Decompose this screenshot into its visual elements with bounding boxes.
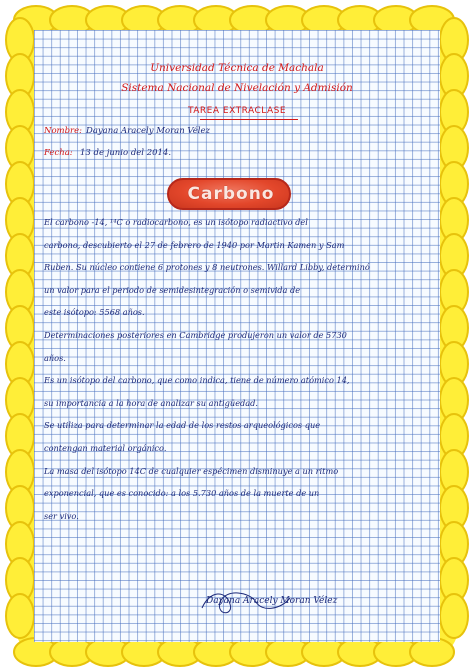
signature: Dayana Aracely Moran Vélez	[206, 596, 338, 606]
department-heading: Sistema Nacional de Nivelación y Admisión	[121, 82, 353, 94]
body-line: Determinaciones posteriores en Cambridge produjeron un valor de 5730	[44, 330, 347, 340]
date-value: 13 de junio del 2014.	[80, 148, 172, 158]
scallop-bump	[440, 594, 468, 638]
body-line: Se utiliza para determinar la edad de los restos arqueológicos que	[44, 420, 321, 431]
body-line: Ruben. Su núcleo contiene 6 protones y 8 neutrones. Willard Libby, determinó	[44, 262, 370, 273]
body-line: ser vivo.	[44, 510, 79, 521]
body-line: exponencial, que es conocido: a los 5.730 años de la muerte de un	[44, 488, 320, 499]
assignment-heading: TAREA EXTRACLASE	[187, 106, 287, 116]
body-line: contengan material orgánico.	[44, 443, 167, 453]
body-line: este isótopo: 5568 años.	[44, 307, 145, 318]
body-line: La masa del isótopo 14C de cualquier espécimen disminuye a un ritmo	[44, 465, 339, 476]
university-heading: Universidad Técnica de Machala	[150, 62, 324, 74]
assignment-underline	[200, 119, 298, 120]
date-label: Fecha:	[44, 148, 73, 158]
body-line: Es un isótopo del carbono, que como indica, tiene de número atómico 14,	[44, 375, 350, 386]
body-line: El carbono -14, ¹⁴C o radiocarbono, es un isótopo radiactivo del	[44, 217, 308, 227]
body-line: años.	[44, 352, 66, 363]
body-line: un valor para el periodo de semidesintegración o semivida de	[44, 284, 301, 295]
body-line: carbono, descubierto el 27 de febrero de 1940 por Martin Kamen y Sam	[44, 239, 345, 250]
name-label: Nombre:	[44, 126, 83, 136]
title-badge	[167, 178, 291, 210]
scallop-bump	[6, 594, 34, 638]
page-title: Carbono	[187, 184, 275, 204]
body-line: su importancia a la hora de analizar su antigüedad.	[44, 397, 259, 408]
name-value: Dayana Aracely Moran Vélez	[86, 126, 211, 136]
scallop-bump	[410, 638, 454, 666]
